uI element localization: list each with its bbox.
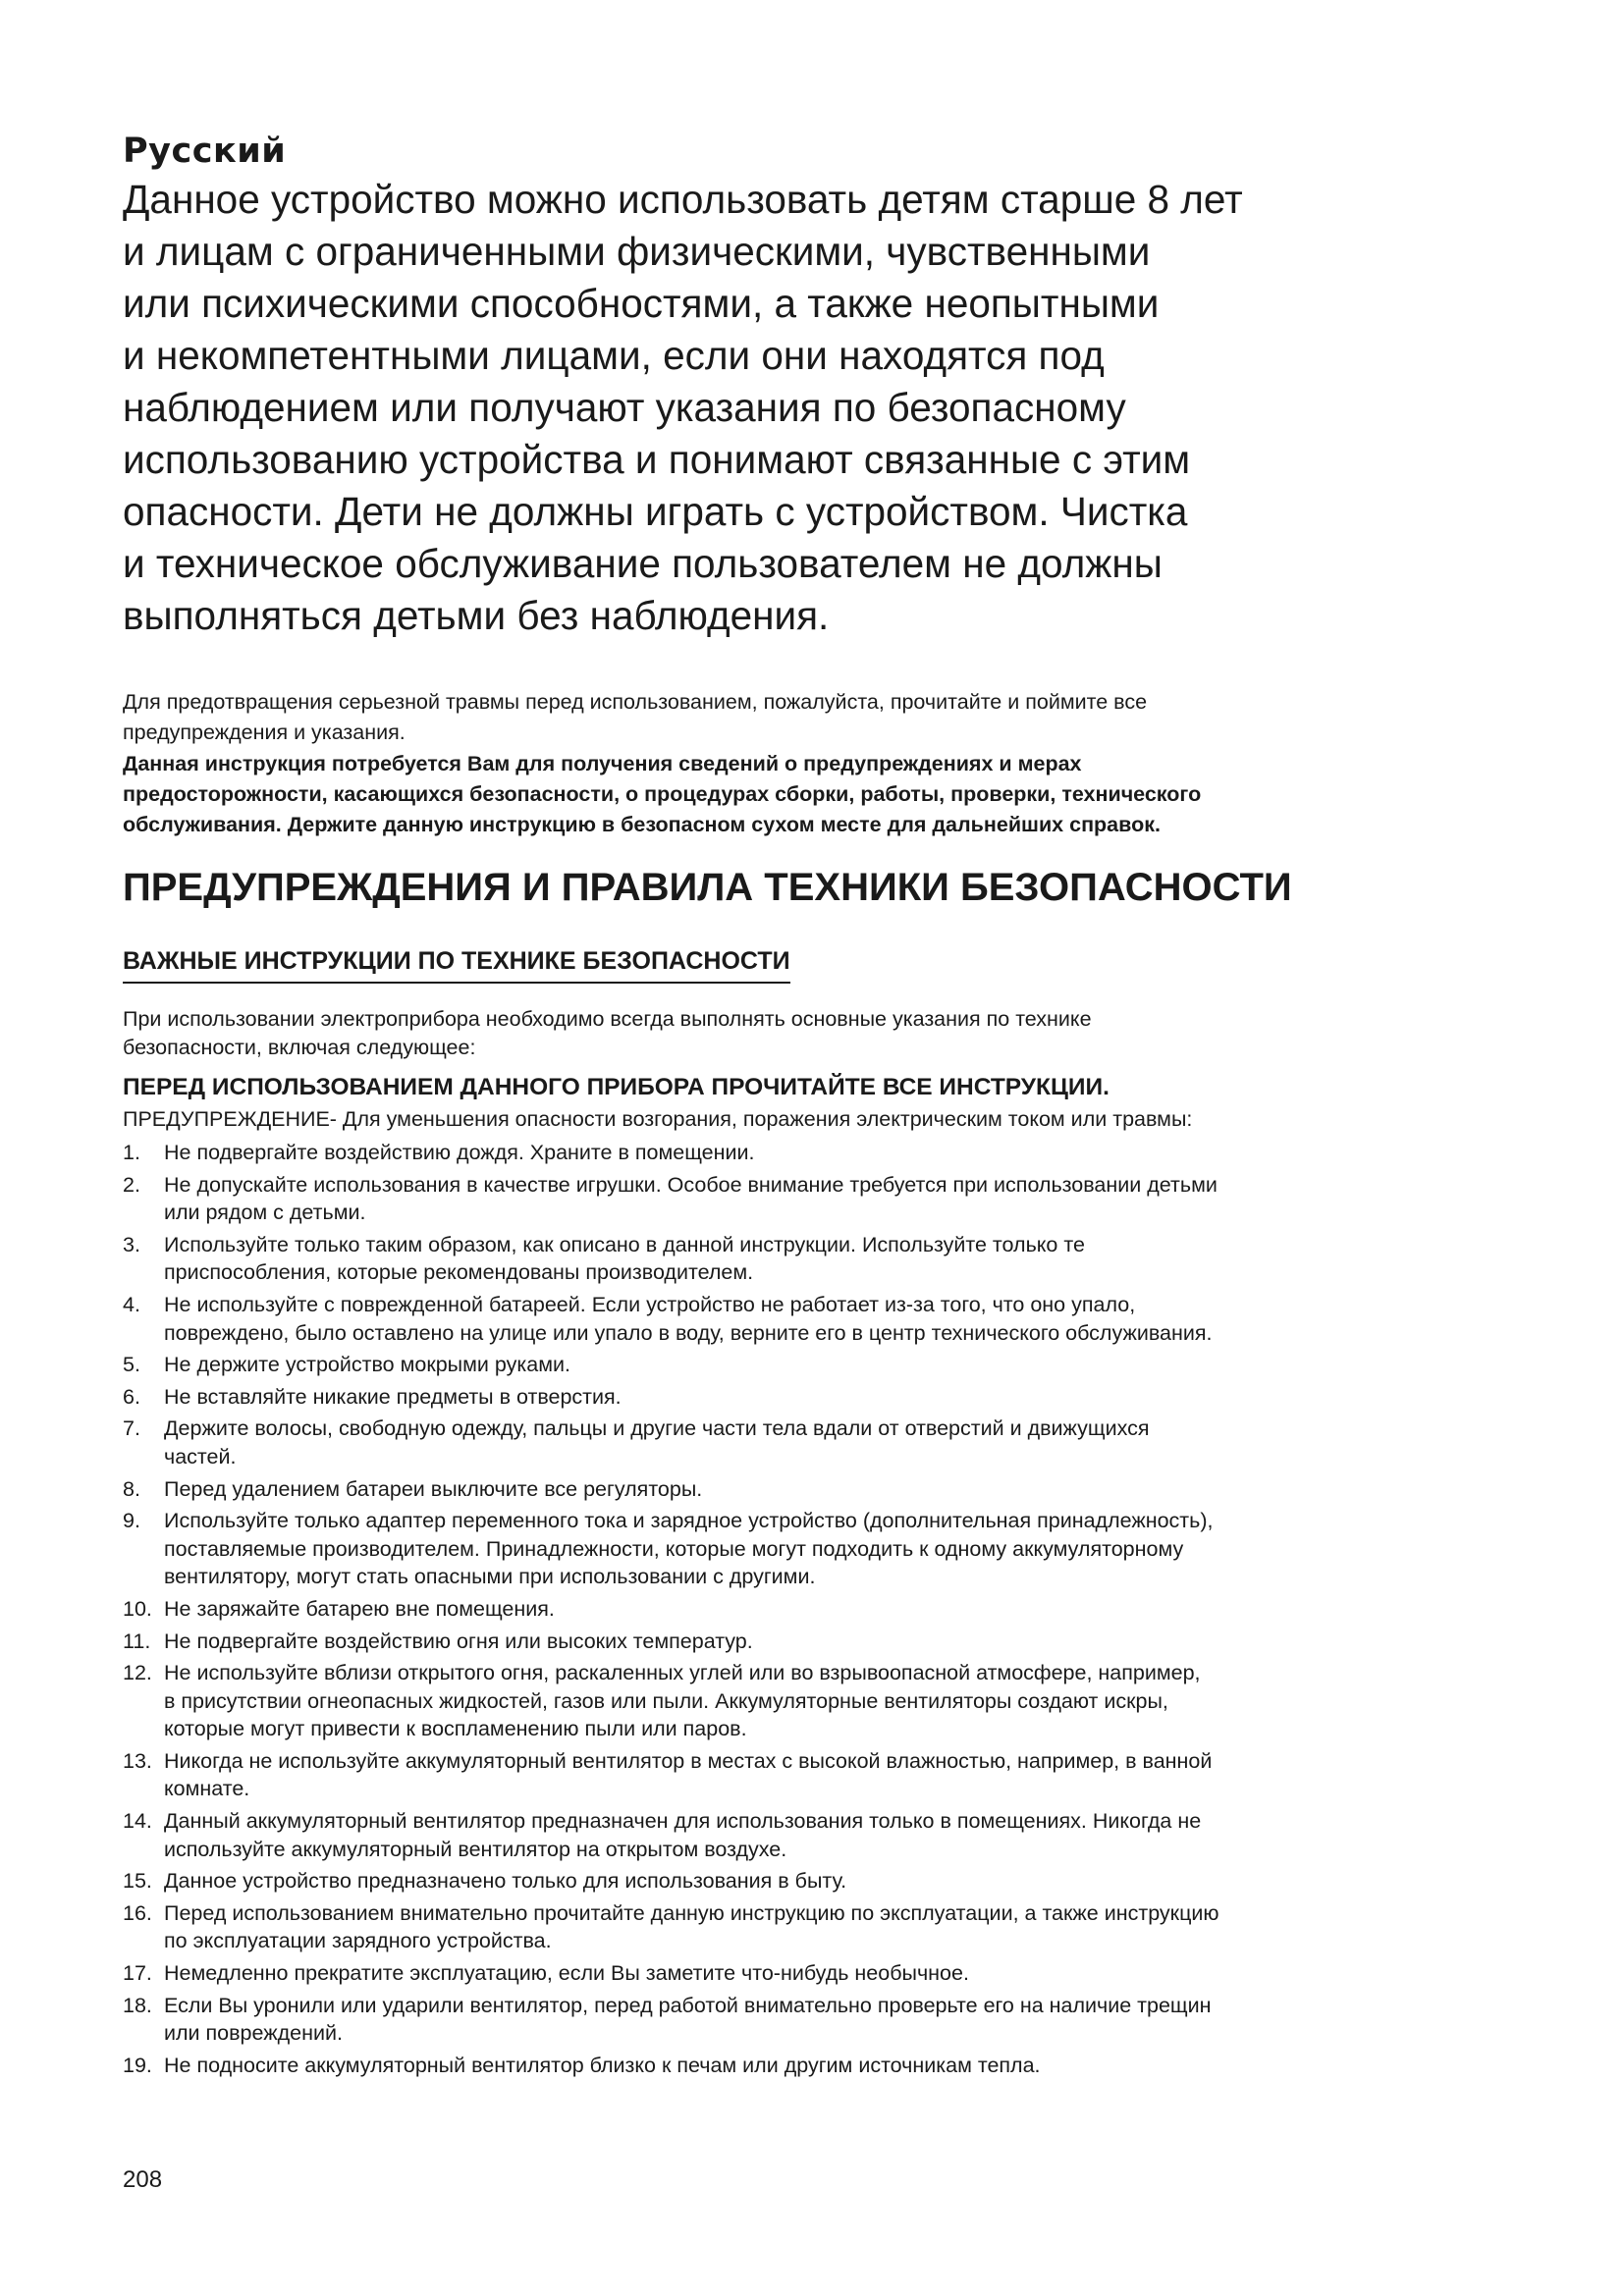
list-item [123,1383,1537,1412]
list-item-text: Не держите устройство мокрыми руками. [164,1353,570,1377]
list-item [123,1959,1537,1988]
list-item [123,1595,1537,1624]
note-bold-line: предосторожности, касающихся безопасности, о процедурах сборки, работы, проверки, технического [123,782,1202,806]
list-item-text: частей. [164,1444,237,1468]
list-item-number: 12. [123,1661,152,1685]
list-item-number: 13. [123,1748,152,1773]
list-item-number: 16. [123,1900,152,1925]
intro-line: наблюдением или получают указания по безопасному [123,385,1126,430]
list-item [123,1628,1537,1656]
safety-instructions-list [123,1139,1537,2083]
section-heading: ПРЕДУПРЕЖДЕНИЯ И ПРАВИЛА ТЕХНИКИ БЕЗОПАСНОСТИ [123,866,1292,909]
basic-precautions-paragraph [123,1005,1517,1062]
intro-line: выполняться детьми без наблюдения. [123,593,830,638]
list-item-text: которые могут привести к воспламенению пыли или паров. [164,1717,747,1741]
intro-line: или психическими способностями, а также неопытными [123,281,1160,326]
list-item-number: 1. [123,1141,140,1164]
list-item-text: Данный аккумуляторный вентилятор предназначен для использования только в помещениях. Никогда не [164,1809,1202,1834]
list-item-number: 14. [123,1809,152,1834]
list-item-text: Немедленно прекратите эксплуатацию, если Вы заметите что-нибудь необычное. [164,1961,969,1986]
list-item-number: 18. [123,1993,152,2017]
list-item-text: Перед использованием внимательно прочитайте данную инструкцию по эксплуатации, а также инструкцию [164,1900,1219,1925]
list-item-text: Не вставляйте никакие предметы в отверстия. [164,1384,622,1409]
list-item [123,1807,1537,1863]
list-item-text: Не подвергайте воздействию дождя. Храните в помещении. [164,1141,755,1164]
list-item [123,1291,1537,1347]
list-item-number: 19. [123,2053,152,2077]
list-item [123,1659,1537,1743]
intro-line: использованию устройства и понимают связанные с этим [123,437,1191,482]
list-item-text: Не подносите аккумуляторный вентилятор близко к печам или другим источникам тепла. [164,2053,1041,2077]
intro-paragraph [123,174,1478,642]
list-item-text: приспособления, которые рекомендованы производителем. [164,1260,754,1285]
note-line: Для предотвращения серьезной травмы перед использованием, пожалуйста, прочитайте и поймите все [123,690,1148,714]
list-item-text: Используйте только адаптер переменного тока и зарядное устройство (дополнительная принадлежность), [164,1509,1214,1533]
list-item-number: 3. [123,1232,140,1256]
list-item-number: 9. [123,1509,140,1533]
list-item [123,1747,1537,1803]
list-item-number: 2. [123,1172,140,1197]
list-item [123,1231,1537,1287]
list-item-text: Держите волосы, свободную одежду, пальцы и другие части тела вдали от отверстий и движущихся [164,1416,1150,1441]
list-item-text: Используйте только таким образом, как описано в данной инструкции. Используйте только те [164,1232,1085,1256]
list-item-text: или повреждений. [164,2021,343,2046]
subsection-heading: ВАЖНЫЕ ИНСТРУКЦИИ ПО ТЕХНИКЕ БЕЗОПАСНОСТИ [123,947,790,984]
list-item-number: 8. [123,1476,140,1501]
list-item-number: 11. [123,1629,151,1653]
paragraph-line: безопасности, включая следующее: [123,1036,476,1059]
list-item [123,1867,1537,1896]
list-item-text: поставляемые производителем. Принадлежности, которые могут подходить к одному аккумуляторному [164,1536,1184,1561]
list-item [123,1507,1537,1591]
list-item [123,1475,1537,1504]
list-item-text: Не заряжайте батарею вне помещения. [164,1596,555,1621]
list-item [123,1171,1537,1227]
list-item-number: 7. [123,1416,140,1441]
list-item [123,2052,1537,2080]
list-item-text: по эксплуатации зарядного устройства. [164,1929,552,1953]
list-item-text: комнате. [164,1777,250,1801]
list-item-text: используйте аккумуляторный вентилятор на открытом воздухе. [164,1837,787,1861]
list-item-number: 5. [123,1353,140,1377]
list-item-text: или рядом с детьми. [164,1201,366,1225]
intro-line: Данное устройство можно использовать детям старше 8 лет [123,177,1243,222]
intro-line: и техническое обслуживание пользователем не должны [123,541,1163,586]
list-item-number: 15. [123,1869,152,1894]
list-item [123,1139,1537,1167]
manual-keep-note [123,749,1517,840]
list-item-number: 4. [123,1292,140,1316]
list-item-text: вентилятору, могут стать опасными при использовании с другими. [164,1565,816,1589]
list-item-text: повреждено, было оставлено на улице или упало в воду, верните его в центр технического обслуживания. [164,1320,1213,1345]
list-item-text: Не используйте с поврежденной батареей. Если устройство не работает из-за того, что оно упало, [164,1292,1136,1316]
page-number: 208 [123,2166,163,2193]
list-item-number: 17. [123,1961,152,1986]
list-item-text: Никогда не используйте аккумуляторный вентилятор в местах с высокой влажностью, например, в ванной [164,1748,1213,1773]
warning-line: ПРЕДУПРЕЖДЕНИЕ- Для уменьшения опасности возгорания, поражения электрическим током или травмы: [123,1107,1193,1131]
list-item-number: 10. [123,1596,152,1621]
list-item-text: Перед удалением батареи выключите все регуляторы. [164,1476,703,1501]
safety-note [123,687,1517,748]
list-item [123,1899,1537,1955]
note-bold-line: Данная инструкция потребуется Вам для получения сведений о предупреждениях и мерах [123,752,1082,775]
note-bold-line: обслуживания. Держите данную инструкцию в безопасном сухом месте для дальнейших справок. [123,813,1161,836]
list-item-number: 6. [123,1384,140,1409]
list-item-text: в присутствии огнеопасных жидкостей, газов или пыли. Аккумуляторные вентиляторы создают искры, [164,1688,1168,1713]
list-item-text: Если Вы уронили или ударили вентилятор, перед работой внимательно проверьте его на наличие трещин [164,1993,1212,2017]
list-item-text: Не используйте вблизи открытого огня, раскаленных углей или во взрывоопасной атмосфере, например, [164,1661,1201,1685]
list-item-text: Данное устройство предназначено только для использования в быту. [164,1869,847,1894]
paragraph-line: При использовании электроприбора необходимо всегда выполнять основные указания по технике [123,1007,1092,1031]
list-item [123,1992,1537,2048]
list-item [123,1415,1537,1470]
read-all-instructions: ПЕРЕД ИСПОЛЬЗОВАНИЕМ ДАННОГО ПРИБОРА ПРОЧИТАЙТЕ ВСЕ ИНСТРУКЦИИ. [123,1074,1110,1100]
list-item-text: Не подвергайте воздействию огня или высоких температур. [164,1629,753,1653]
language-title: Русский [123,132,287,171]
note-line: предупреждения и указания. [123,721,406,744]
list-item-text: Не допускайте использования в качестве игрушки. Особое внимание требуется при использовании детьми [164,1172,1218,1197]
intro-line: опасности. Дети не должны играть с устройством. Чистка [123,489,1188,534]
list-item [123,1351,1537,1379]
intro-line: и лицам с ограниченными физическими, чувственными [123,229,1151,274]
intro-line: и некомпетентными лицами, если они находятся под [123,333,1105,378]
